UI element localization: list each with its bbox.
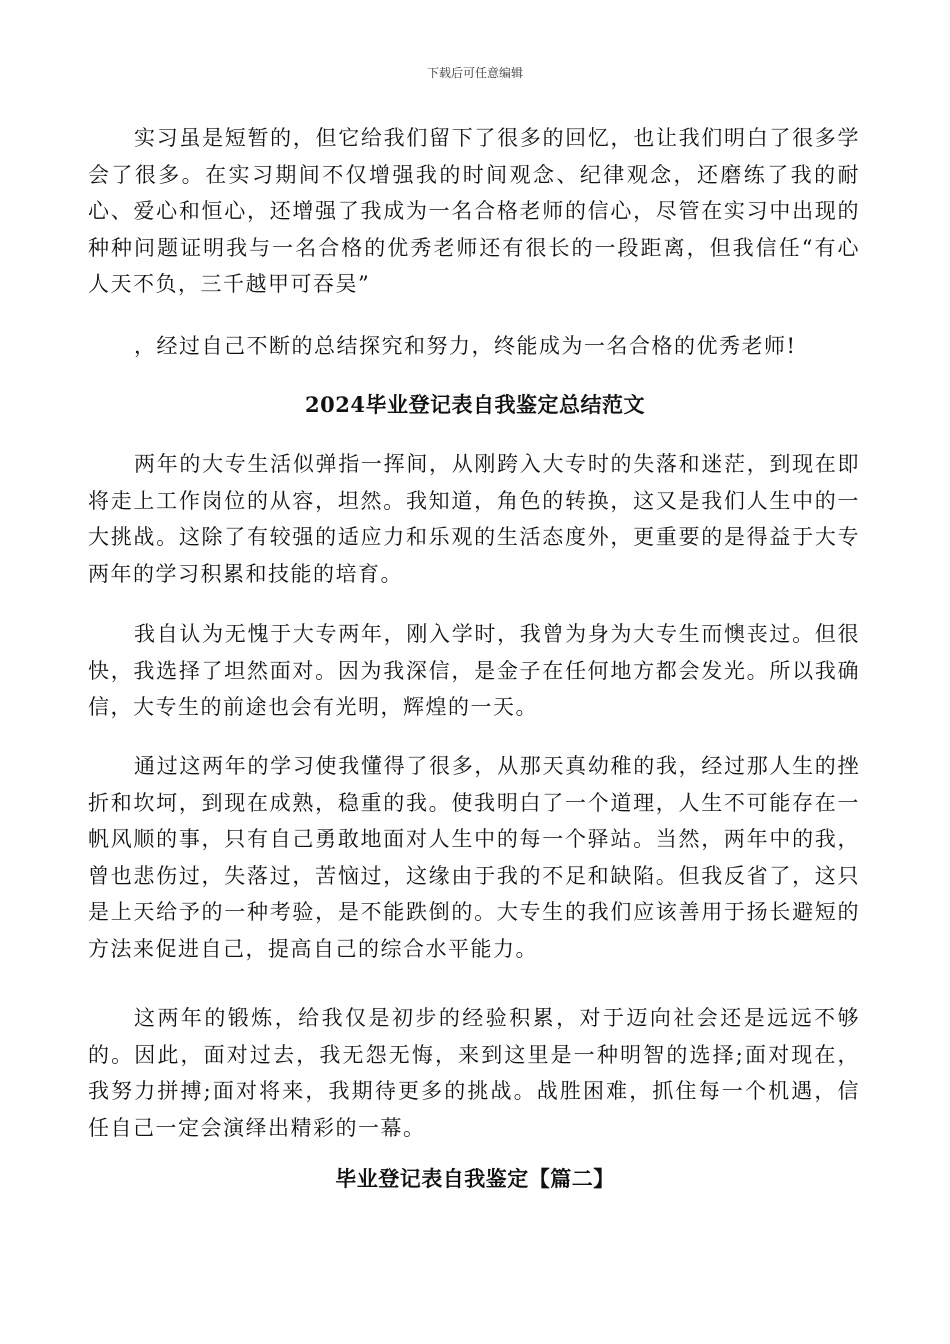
- section-heading-part-two: 毕业登记表自我鉴定【篇二】: [335, 1166, 615, 1191]
- paragraph-growth: 通过这两年的学习使我懂得了很多，从那天真幼稚的我，经过那人生的挫折和坎坷，到现在成熟，稳重的我。使我明白了一个道理，人生不可能存在一帆风顺的事，只有自己勇敢地面对人生中的每一个驿站。当然，两年中的我，曾也悲伤过，失落过，苦恼过，这缘由于我的不足和缺陷。但我反省了，这只是上天给予的一种考验，是不能跌倒的。大专生的我们应该善用于扬长避短的方法来促进自己，提高自己的综合水平能力。: [88, 754, 860, 961]
- paragraph-outlook: 这两年的锻炼，给我仅是初步的经验积累，对于迈向社会还是远远不够的。因此，面对过去，我无怨无悔，来到这里是一种明智的选择;面对现在，我努力拼搏;面对将来，我期待更多的挑战。战胜困难，抓住每一个机遇，信任自己一定会演绎出精彩的一幕。: [88, 1006, 860, 1140]
- paragraph-internship-summary: 实习虽是短暂的，但它给我们留下了很多的回忆，也让我们明白了很多学会了很多。在实习期间不仅增强我的时间观念、纪律观念，还磨练了我的耐心、爱心和恒心，还增强了我成为一名合格老师的信心，尽管在实习中出现的种种问题证明我与一名合格的优秀老师还有很长的一段距离，但我信任“有心人天不负，三千越甲可吞吴”: [88, 126, 860, 296]
- page-header-note: 下载后可任意编辑: [426, 66, 523, 80]
- section-heading-self-assessment: 2024毕业登记表自我鉴定总结范文: [305, 392, 645, 417]
- paragraph-self-recognition: 我自认为无愧于大专两年，刚入学时，我曾为身为大专生而懊丧过。但很快，我选择了坦然面对。因为我深信，是金子在任何地方都会发光。所以我确信，大专生的前途也会有光明，辉煌的一天。: [88, 622, 860, 719]
- paragraph-college-life: 两年的大专生活似弹指一挥间，从刚跨入大专时的失落和迷茫，到现在即将走上工作岗位的从容，坦然。我知道，角色的转换，这又是我们人生中的一大挑战。这除了有较强的适应力和乐观的生活态度外，更重要的是得益于大专两年的学习积累和技能的培育。: [88, 452, 860, 586]
- paragraph-internship-conclusion: ，经过自己不断的总结探究和努力，终能成为一名合格的优秀老师!: [134, 334, 797, 358]
